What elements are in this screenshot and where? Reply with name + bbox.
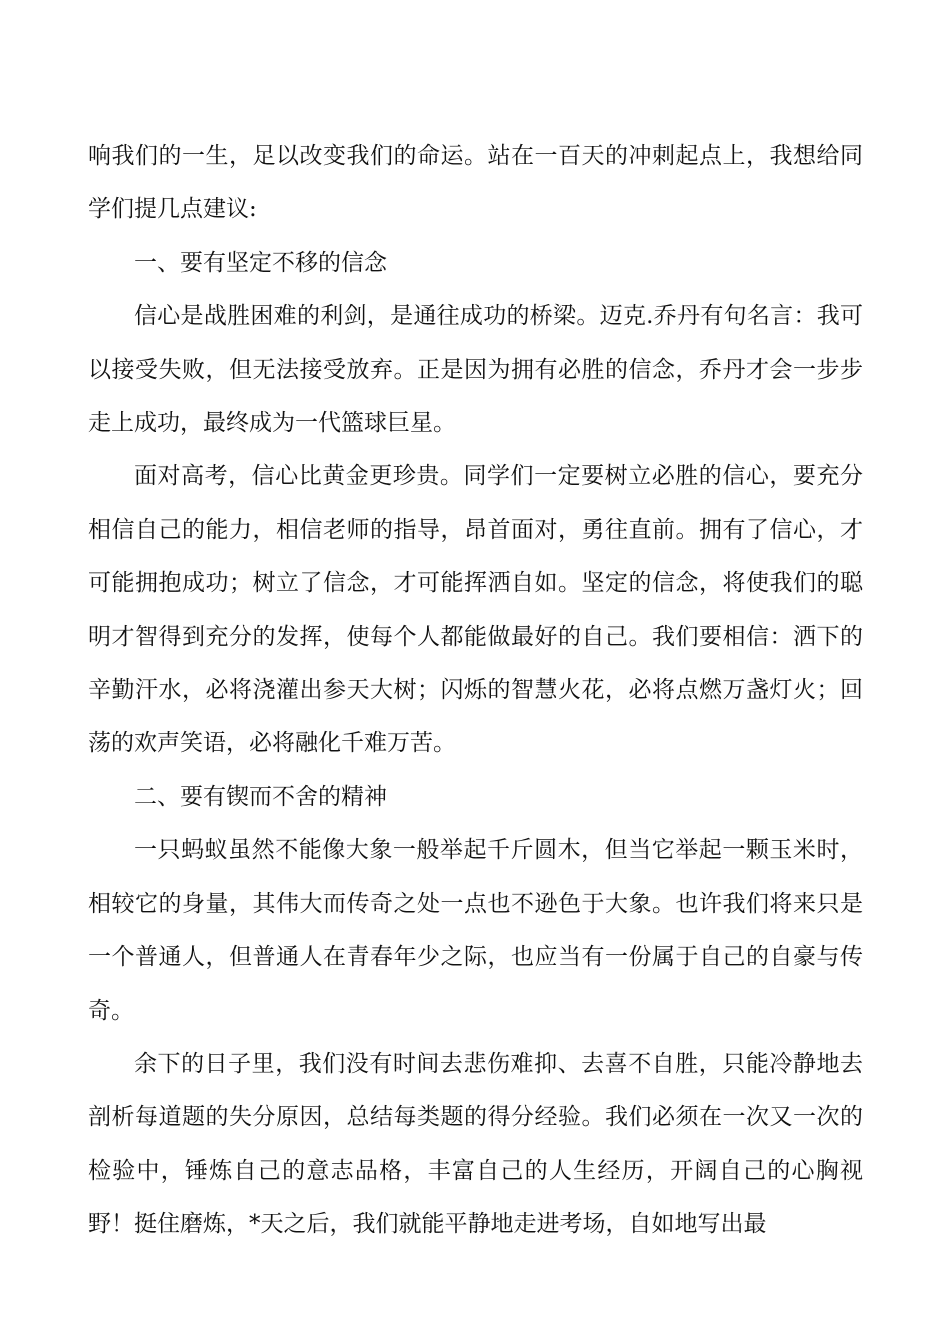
document-body — [88, 130, 863, 1252]
section-heading-2: 二、要有锲而不舍的精神 — [134, 783, 387, 810]
section-heading-1: 一、要有坚定不移的信念 — [134, 249, 387, 276]
paragraph-continuation: 响我们的一生，足以改变我们的命运。站在一百天的冲刺起点上，我想给同学们提几点建议: — [88, 143, 863, 223]
paragraph-exam-confidence: 面对高考，信心比黄金更珍贵。同学们一定要树立必胜的信心，要充分相信自己的能力，相信老师的指导，昂首面对，勇往直前。拥有了信心，才可能拥抱成功；树立了信念，才可能挥洒自如。坚定的信念，将使我们的聪明才智得到充分的发挥，使每个人都能做最好的自己。我们要相信：洒下的辛勤汗水，必将浇灌出参天大树；闪烁的智慧火花，必将点燃万盏灯火；回荡的欢声笑语，必将融化千难万苦。 — [88, 463, 863, 757]
paragraph-confidence: 信心是战胜困难的利剑，是通往成功的桥梁。迈克.乔丹有句名言：我可以接受失败，但无法接受放弃。正是因为拥有必胜的信念，乔丹才会一步步走上成功，最终成为一代篮球巨星。 — [88, 303, 863, 437]
paragraph-ant: 一只蚂蚁虽然不能像大象一般举起千斤圆木，但当它举起一颗玉米时，相较它的身量，其伟大而传奇之处一点也不逊色于大象。也许我们将来只是一个普通人，但普通人在青春年少之际，也应当有一份属于自己的自豪与传奇。 — [88, 837, 863, 1024]
paragraph-remaining-days: 余下的日子里，我们没有时间去悲伤难抑、去喜不自胜，只能冷静地去剖析每道题的失分原因，总结每类题的得分经验。我们必须在一次又一次的检验中，锤炼自己的意志品格，丰富自己的人生经历，开阔自己的心胸视野！挺住磨炼，*天之后，我们就能平静地走进考场，自如地写出最 — [88, 1050, 863, 1238]
